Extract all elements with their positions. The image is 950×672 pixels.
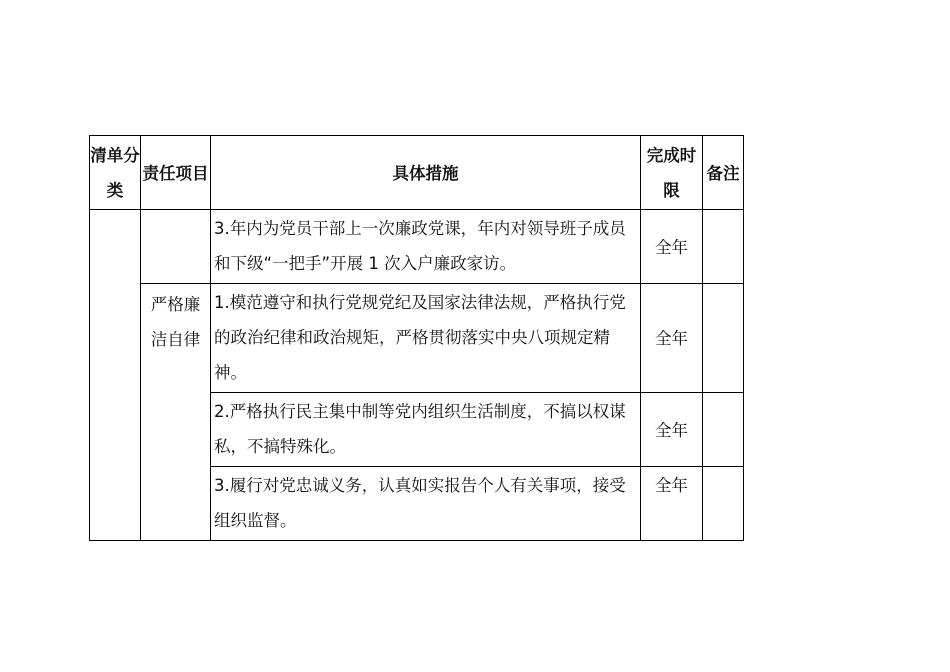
table-row <box>90 284 744 393</box>
note-cell <box>703 467 744 541</box>
deadline-cell: 全年 <box>641 210 703 284</box>
item-cell <box>141 210 211 284</box>
deadline-cell: 全年 <box>641 284 703 393</box>
category-cell <box>90 210 141 541</box>
header-category: 清单分类 <box>90 136 141 210</box>
header-item: 责任项目 <box>141 136 211 210</box>
header-note: 备注 <box>703 136 744 210</box>
header-deadline: 完成时限 <box>641 136 703 210</box>
deadline-cell: 全年 <box>641 393 703 467</box>
header-measure: 具体措施 <box>211 136 641 210</box>
note-cell <box>703 393 744 467</box>
measure-cell: 2.严格执行民主集中制等党内组织生活制度，不搞以权谋私，不搞特殊化。 <box>211 393 641 467</box>
measure-cell: 1.模范遵守和执行党规党纪及国家法律法规，严格执行党的政治纪律和政治规矩，严格贯彻落实中央八项规定精神。 <box>211 284 641 393</box>
deadline-cell: 全年 <box>641 467 703 541</box>
responsibility-table <box>89 135 744 541</box>
item-cell: 严格廉洁自律 <box>141 284 211 541</box>
measure-cell: 3.年内为党员干部上一次廉政党课，年内对领导班子成员和下级“一把手”开展 1 次入户廉政家访。 <box>211 210 641 284</box>
note-cell <box>703 284 744 393</box>
table-row <box>90 210 744 284</box>
note-cell <box>703 210 744 284</box>
table-header-row <box>90 136 744 210</box>
measure-cell: 3.履行对党忠诚义务，认真如实报告个人有关事项，接受组织监督。 <box>211 467 641 541</box>
